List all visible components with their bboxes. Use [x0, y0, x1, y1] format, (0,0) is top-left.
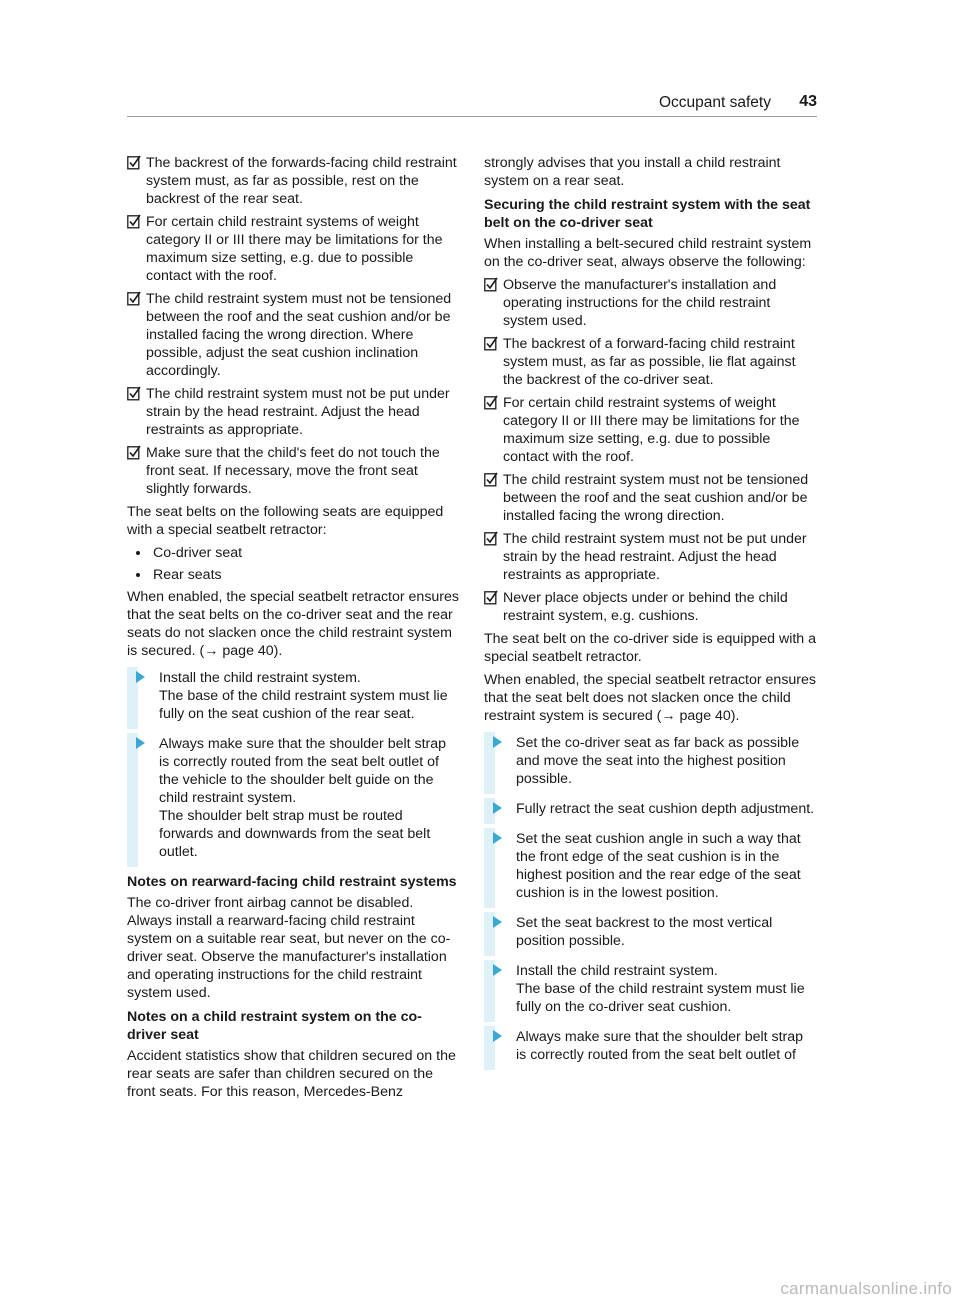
section-heading: Notes on rearward-facing child restraint systems [127, 874, 457, 890]
left-column [127, 154, 460, 1106]
checklist-item: The child restraint system must not be tensioned between the roof and the seat cushion and/or be installed facing the wrong direction. Where possible, adjust the seat cushion inclination accordingly. [127, 290, 460, 380]
instruction-step: Always make sure that the shoulder belt strap is correctly routed from the seat belt outlet of [484, 1028, 817, 1064]
bullet-item: Co-driver seat [127, 544, 460, 562]
checkbox-icon [484, 472, 498, 487]
instruction-step: Always make sure that the shoulder belt strap is correctly routed from the seat belt outlet of the vehicle to the shoulder belt guide on the child restraint system. The shoulder belt strap must be routed forwards and downwards from the seat belt outlet. [127, 735, 460, 861]
section-heading: Notes on a child restraint system on the co-driver seat [127, 1009, 422, 1043]
checkbox-icon [484, 277, 498, 292]
checkbox-icon [484, 531, 498, 546]
checklist-item: The child restraint system must not be put under strain by the head restraint. Adjust the head restraints as appropriate. [484, 530, 817, 584]
instruction-step: Set the seat backrest to the most vertical position possible. [484, 914, 817, 950]
checkbox-icon [127, 214, 141, 229]
step-arrow-icon [493, 1030, 502, 1042]
checklist-item: The child restraint system must not be put under strain by the head restraint. Adjust the head restraints as appropriate. [127, 385, 460, 439]
checkbox-icon [484, 395, 498, 410]
instruction-step: Set the co-driver seat as far back as possible and move the seat into the highest position possible. [484, 734, 817, 788]
bullet-icon [136, 573, 140, 577]
checklist-item: For certain child restraint systems of weight category II or III there may be limitations for the maximum size setting, e.g. due to possible contact with the roof. [484, 394, 817, 466]
checkbox-icon [484, 590, 498, 605]
paragraph: The seat belt on the co-driver side is equipped with a special seatbelt retractor. [484, 631, 817, 665]
checkbox-icon [127, 155, 141, 170]
step-arrow-icon [493, 832, 502, 844]
checkbox-icon [127, 291, 141, 306]
paragraph: When enabled, the special seatbelt retractor ensures that the seat belt does not slacken once the child restraint system is secured (→ page 40). [484, 672, 817, 724]
step-arrow-icon [493, 736, 502, 748]
instruction-step: Install the child restraint system. The base of the child restraint system must lie fully on the co-driver seat cushion. [484, 962, 817, 1016]
checkbox-icon [127, 386, 141, 401]
checklist-item: Make sure that the child's feet do not touch the front seat. If necessary, move the front seat slightly forwards. [127, 444, 460, 498]
checklist-item: For certain child restraint systems of weight category II or III there may be limitations for the maximum size setting, e.g. due to possible contact with the roof. [127, 213, 460, 285]
page-header [127, 92, 817, 117]
step-arrow-icon [136, 737, 145, 749]
bullet-icon [136, 551, 140, 555]
step-arrow-icon [136, 671, 145, 683]
page-number: 43 [799, 93, 817, 110]
checkbox-icon [127, 445, 141, 460]
paragraph: Accident statistics show that children secured on the rear seats are safer than children secured on the front seats. For this reason, Mercedes-Benz [127, 1048, 456, 1100]
step-arrow-icon [493, 916, 502, 928]
step-arrow-icon [493, 964, 502, 976]
bullet-item: Rear seats [127, 566, 460, 584]
right-column [484, 154, 817, 1076]
checkbox-icon [484, 336, 498, 351]
instruction-step: Set the seat cushion angle in such a way that the front edge of the seat cushion is in the highest position and the rear edge of the seat cushion is in the lowest position. [484, 830, 817, 902]
checklist-item: The backrest of the forwards-facing child restraint system must, as far as possible, rest on the backrest of the rear seat. [127, 154, 460, 208]
section-title: Occupant safety [658, 94, 771, 111]
instruction-step: Install the child restraint system. The base of the child restraint system must lie fully on the seat cushion of the rear seat. [127, 669, 460, 723]
paragraph: When enabled, the special seatbelt retractor ensures that the seat belts on the co-driver seat and the rear seats do not slacken once the child restraint system is secured. (→ page 40). [127, 589, 460, 659]
checklist-item: The child restraint system must not be tensioned between the roof and the seat cushion and/or be installed facing the wrong direction. [484, 471, 817, 525]
paragraph: strongly advises that you install a child restraint system on a rear seat. [484, 155, 781, 189]
section-heading: Securing the child restraint system with the seat belt on the co-driver seat [484, 197, 811, 231]
checklist-item: Never place objects under or behind the child restraint system, e.g. cushions. [484, 589, 817, 625]
paragraph: When installing a belt-secured child restraint system on the co-driver seat, always observe the following: [484, 236, 812, 270]
step-arrow-icon [493, 802, 502, 814]
checklist-item: The backrest of a forward-facing child restraint system must, as far as possible, lie flat against the backrest of the co-driver seat. [484, 335, 817, 389]
checklist-item: Observe the manufacturer's installation and operating instructions for the child restraint system used. [484, 276, 817, 330]
step-bar [127, 733, 138, 867]
watermark: carmanualsonline.info [780, 1279, 952, 1298]
paragraph: The co-driver front airbag cannot be disabled. Always install a rearward-facing child restraint system on a suitable rear seat, but never on the co-driver seat. Observe the manufacturer's installation and operating instructions for the child restraint system used. [127, 895, 451, 1001]
paragraph: The seat belts on the following seats are equipped with a special seatbelt retractor: [127, 504, 444, 538]
instruction-step: Fully retract the seat cushion depth adjustment. [484, 800, 817, 818]
